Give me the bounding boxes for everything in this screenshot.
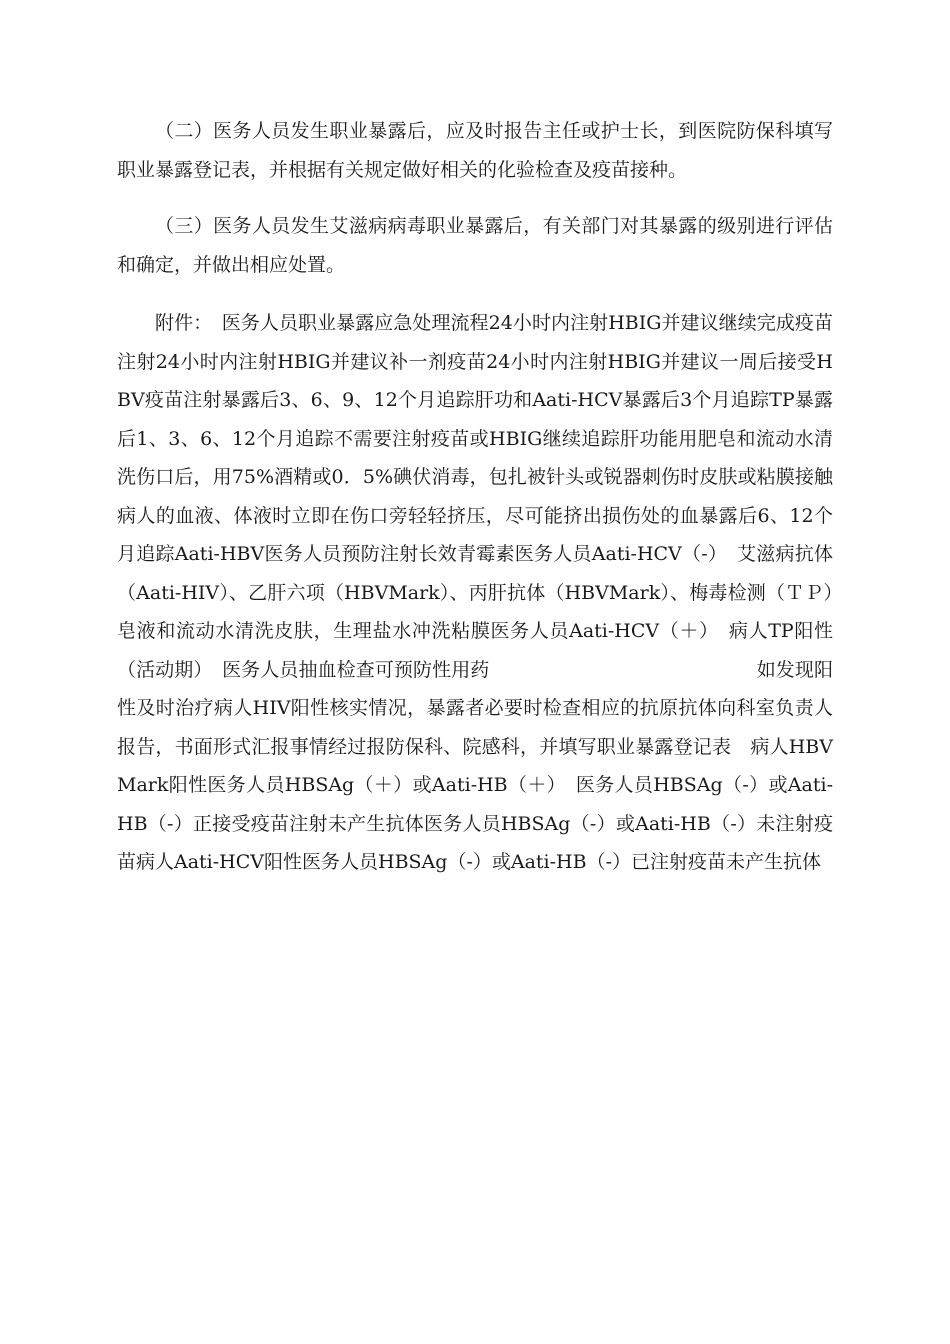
paragraph-hiv-exposure-assessment: （三）医务人员发生艾滋病病毒职业暴露后，有关部门对其暴露的级别进行评估和确定，并做出相应处置。	[117, 215, 833, 276]
paragraph-attachment-flowchart-text: 附件： 医务人员职业暴露应急处理流程24小时内注射HBIG并建议继续完成疫苗注射24小时内注射HBIG并建议补一剂疫苗24小时内注射HBIG并建议一周后接受HBV疫苗注射暴露后3、6、9、12个月追踪肝功和Aati-HCV暴露后3个月追踪TP暴露后1、3、6、12个月追踪不需要注射疫苗或HBIG继续追踪肝功能用肥皂和流动水清洗伤口后，用75%酒精或0．5%碘伏消毒，包扎被针头或锐器刺伤时皮肤或粘膜接触病人的血液、体液时立即在伤口旁轻轻挤压，尽可能挤出损伤处的血暴露后6、12个月追踪Aati-HBV医务人员预防注射长效青霉素医务人员Aati-HCV（-） 艾滋病抗体（Aati-HIV）、乙肝六项（HBVMark）、丙肝抗体（HBVMark）、梅毒检测（ＴＰ） 皂液和流动水清洗皮肤，生理盐水冲洗粘膜医务人员Aati-HCV（＋） 病人TP阳性（活动期） 医务人员抽血检查可预防性用药 如发现阳性及时治疗病人HIV阳性核实情况，暴露者必要时检查相应的抗原抗体向科室负责人报告，书面形式汇报事情经过报防保科、院感科，并填写职业暴露登记表 病人HBVMark阳性医务人员HBSAg（＋）或Aati-HB（＋） 医务人员HBSAg（-）或Aati-HB（-）正接受疫苗注射未产生抗体医务人员HBSAg（-）或Aati-HB（-）未注射疫苗病人Aati-HCV阳性医务人员HBSAg（-）或Aati-HB（-）已注射疫苗未产生抗体	[117, 312, 853, 873]
paragraph-report-exposure: （二）医务人员发生职业暴露后，应及时报告主任或护士长，到医院防保科填写职业暴露登记表，并根据有关规定做好相关的化验检查及疫苗接种。	[117, 120, 833, 181]
document-body	[117, 112, 853, 882]
